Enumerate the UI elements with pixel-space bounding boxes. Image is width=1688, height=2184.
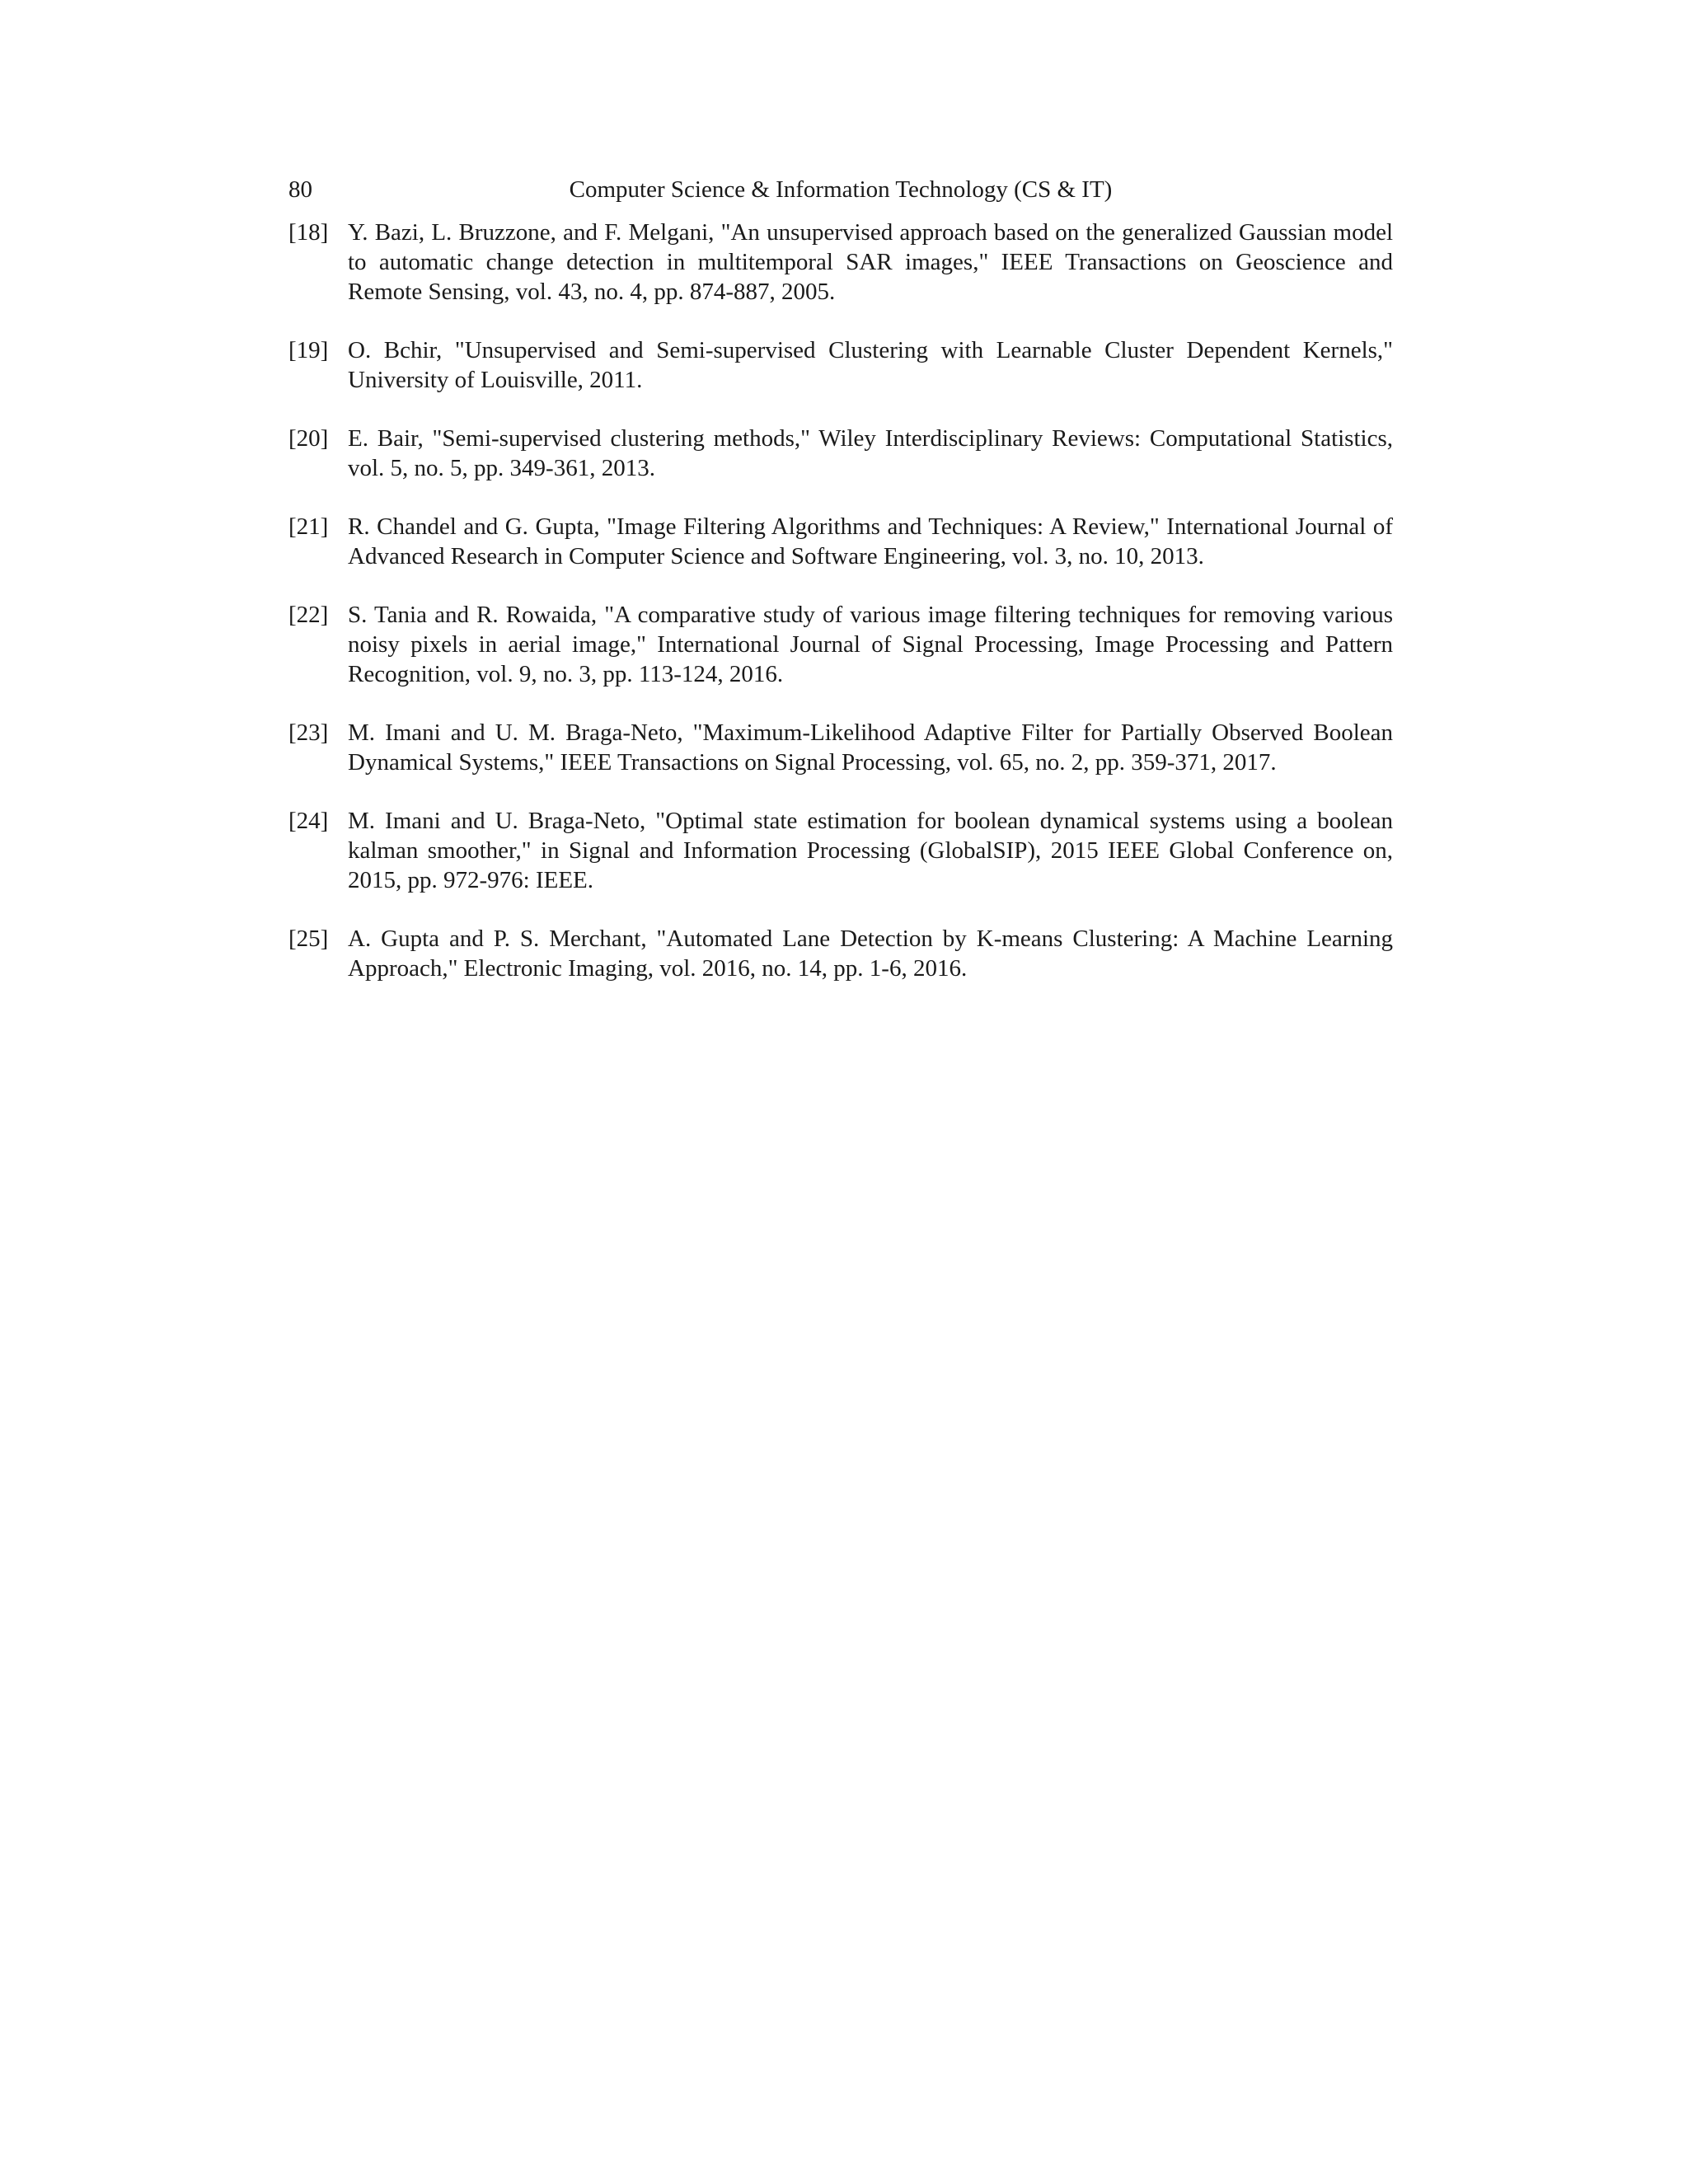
reference-text: S. Tania and R. Rowaida, "A comparative study of various image filtering techniques for removing various noisy pixels in aerial image," International Journal of Signal Processing, Image Processing and Pattern Recognition, vol. 9, no. 3, pp. 113-124, 2016. [348,602,1393,687]
reference-item [288,924,1393,983]
reference-text: R. Chandel and G. Gupta, "Image Filtering Algorithms and Techniques: A Review," International Journal of Advanced Research in Computer Science and Software Engineering, vol. 3, no. 10, 2013. [348,513,1393,569]
reference-item [288,600,1393,689]
reference-item [288,718,1393,777]
reference-text: M. Imani and U. M. Braga-Neto, "Maximum-Likelihood Adaptive Filter for Partially Observed Boolean Dynamical Systems," IEEE Transactions on Signal Processing, vol. 65, no. 2, pp. 359-371, 2017. [348,719,1393,776]
reference-item [288,218,1393,307]
reference-number: [23] [288,719,329,746]
reference-text: O. Bchir, "Unsupervised and Semi-supervised Clustering with Learnable Cluster Dependent Kernels," University of Louisville, 2011. [348,337,1393,393]
reference-number: [22] [288,602,329,628]
reference-list [288,218,1393,1012]
page-number: 80 [288,176,312,203]
reference-number: [18] [288,219,329,246]
reference-number: [25] [288,926,329,952]
reference-item [288,424,1393,483]
reference-number: [24] [288,808,329,834]
reference-item [288,806,1393,895]
reference-text: A. Gupta and P. S. Merchant, "Automated Lane Detection by K-means Clustering: A Machine Learning Approach," Electronic Imaging, vol. 2016, no. 14, pp. 1-6, 2016. [348,926,1393,982]
reference-number: [19] [288,337,329,363]
reference-text: Y. Bazi, L. Bruzzone, and F. Melgani, "An unsupervised approach based on the generalized Gaussian model to automatic change detection in multitemporal SAR images," IEEE Transactions on Geoscience and Remote Sensing, vol. 43, no. 4, pp. 874-887, 2005. [348,219,1393,305]
reference-text: M. Imani and U. Braga-Neto, "Optimal state estimation for boolean dynamical systems using a boolean kalman smoother," in Signal and Information Processing (GlobalSIP), 2015 IEEE Global Conference on, 2015, pp. 972-976: IEEE. [348,808,1393,893]
reference-item [288,512,1393,571]
running-title: Computer Science & Information Technology (CS & IT) [569,176,1113,203]
reference-text: E. Bair, "Semi-supervised clustering methods," Wiley Interdisciplinary Reviews: Computational Statistics, vol. 5, no. 5, pp. 349-361, 2013. [348,425,1393,481]
reference-number: [20] [288,425,329,452]
reference-number: [21] [288,513,329,540]
page-header [288,171,1393,208]
reference-item [288,335,1393,395]
